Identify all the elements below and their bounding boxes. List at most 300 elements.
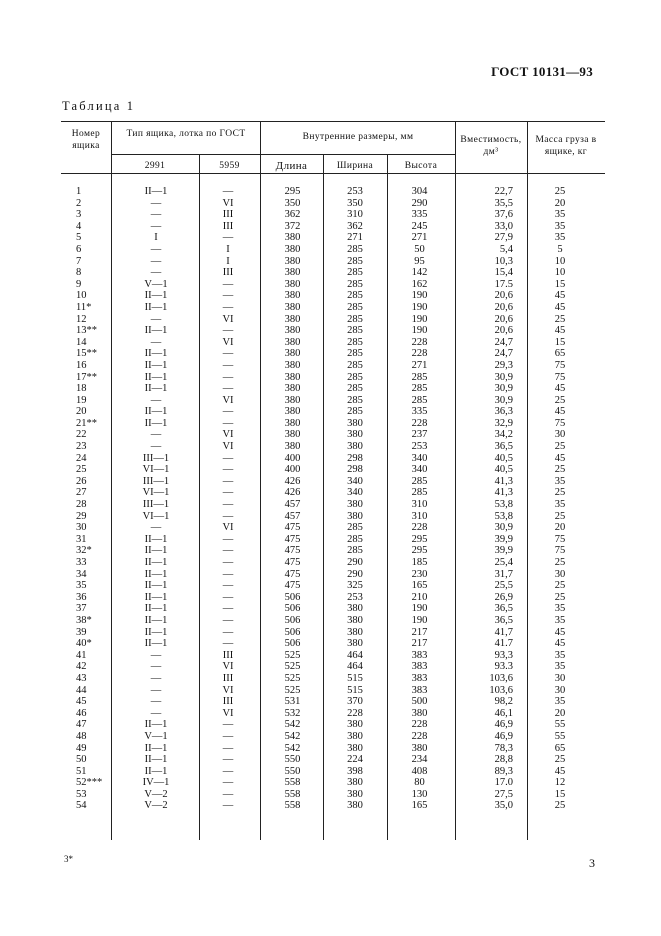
table-caption: Таблица 1 bbox=[62, 99, 136, 113]
cell-type-2991: II—1 bbox=[144, 754, 168, 766]
table-row bbox=[61, 603, 605, 615]
cell-capacity: 37,6 bbox=[494, 209, 513, 221]
cell-height: 310 bbox=[411, 510, 428, 522]
header-height: Высота bbox=[404, 161, 438, 171]
cell-length: 295 bbox=[284, 186, 301, 197]
cell-box-number: 29 bbox=[76, 510, 87, 522]
cell-length: 380 bbox=[284, 255, 301, 267]
cell-type-5959: — bbox=[222, 290, 234, 302]
cell-type-2991: — bbox=[150, 197, 162, 209]
cell-width: 398 bbox=[347, 765, 363, 777]
table-row bbox=[61, 766, 605, 778]
cell-capacity: 78,3 bbox=[494, 742, 513, 754]
cell-height: 228 bbox=[411, 417, 428, 429]
cell-width: 362 bbox=[347, 220, 363, 232]
table-row bbox=[61, 754, 605, 766]
table-row bbox=[61, 777, 605, 789]
cell-type-2991: II—1 bbox=[144, 742, 168, 754]
cell-cargo-mass: 45 bbox=[554, 290, 566, 302]
cell-type-2991: — bbox=[150, 394, 162, 406]
cell-width: 380 bbox=[347, 730, 363, 742]
cell-type-2991: V—2 bbox=[144, 800, 168, 812]
table-row bbox=[61, 429, 605, 441]
table-row bbox=[61, 337, 605, 349]
cell-capacity: 30,9 bbox=[494, 383, 513, 395]
cell-width: 380 bbox=[347, 742, 363, 754]
cell-length: 550 bbox=[284, 765, 301, 777]
cell-capacity: 93.3 bbox=[494, 661, 513, 673]
cell-capacity: 20,6 bbox=[494, 313, 513, 325]
cell-height: 190 bbox=[411, 313, 428, 325]
header-gost-2991: 2991 bbox=[144, 161, 166, 171]
cell-capacity: 46,9 bbox=[494, 730, 513, 742]
cell-height: 230 bbox=[411, 568, 428, 580]
cell-box-number: 44 bbox=[76, 684, 87, 696]
cell-capacity: 29,3 bbox=[494, 359, 513, 371]
cell-box-number: 14 bbox=[76, 336, 87, 348]
cell-type-2991: — bbox=[150, 707, 162, 719]
cell-type-5959: VI bbox=[222, 441, 234, 453]
cell-length: 475 bbox=[284, 568, 301, 580]
cell-cargo-mass: 25 bbox=[554, 313, 566, 325]
cell-cargo-mass: 75 bbox=[554, 545, 566, 557]
cell-cargo-mass: 20 bbox=[554, 707, 566, 719]
cell-capacity: 20,6 bbox=[494, 301, 513, 313]
cell-width: 285 bbox=[347, 406, 363, 418]
cell-capacity: 40,5 bbox=[494, 464, 513, 476]
table-row bbox=[61, 267, 605, 279]
cell-length: 475 bbox=[284, 522, 301, 534]
header-width: Ширина bbox=[336, 161, 374, 171]
cell-type-5959: III bbox=[222, 672, 234, 684]
cell-height: 234 bbox=[411, 754, 428, 766]
table-body bbox=[61, 186, 605, 812]
table-row bbox=[61, 592, 605, 604]
cell-type-5959: VI bbox=[222, 336, 234, 348]
table-row bbox=[61, 557, 605, 569]
table-row bbox=[61, 708, 605, 720]
cell-capacity: 103,6 bbox=[489, 672, 513, 684]
cell-cargo-mass: 45 bbox=[554, 325, 566, 337]
cell-box-number: 39 bbox=[76, 626, 87, 638]
cell-capacity: 26,9 bbox=[494, 591, 513, 603]
cell-capacity: 15,4 bbox=[494, 267, 513, 279]
cell-type-2991: — bbox=[150, 672, 162, 684]
cell-cargo-mass: 15 bbox=[554, 336, 566, 348]
cell-box-number: 18 bbox=[76, 383, 87, 395]
cell-type-2991: II—1 bbox=[144, 626, 168, 638]
cell-width: 285 bbox=[347, 313, 363, 325]
cell-capacity: 30,9 bbox=[494, 522, 513, 534]
cell-type-2991: — bbox=[150, 522, 162, 534]
cell-type-2991: — bbox=[150, 649, 162, 661]
cell-box-number: 9 bbox=[76, 278, 82, 290]
cell-type-5959: — bbox=[222, 765, 234, 777]
cell-height: 245 bbox=[411, 220, 428, 232]
cell-box-number: 19 bbox=[76, 394, 87, 406]
cell-height: 271 bbox=[411, 232, 428, 244]
cell-height: 210 bbox=[411, 591, 428, 603]
cell-capacity: 53,8 bbox=[494, 510, 513, 522]
table-row bbox=[61, 789, 605, 801]
cell-type-5959: — bbox=[222, 487, 234, 499]
cell-type-2991: IV—1 bbox=[142, 777, 170, 789]
cell-width: 350 bbox=[347, 197, 363, 209]
cell-cargo-mass: 55 bbox=[554, 730, 566, 742]
cell-type-2991: — bbox=[150, 696, 162, 708]
cell-cargo-mass: 25 bbox=[554, 591, 566, 603]
cell-type-2991: II—1 bbox=[144, 383, 168, 395]
cell-cargo-mass: 30 bbox=[554, 672, 566, 684]
cell-length: 380 bbox=[284, 313, 301, 325]
cell-height: 228 bbox=[411, 719, 428, 731]
cell-cargo-mass: 35 bbox=[554, 220, 566, 232]
cell-type-2991: VI—1 bbox=[142, 487, 170, 499]
cell-width: 380 bbox=[347, 626, 363, 638]
cell-width: 380 bbox=[347, 441, 363, 453]
cell-width: 285 bbox=[347, 348, 363, 360]
cell-height: 165 bbox=[411, 800, 428, 812]
cell-height: 130 bbox=[411, 788, 428, 800]
cell-cargo-mass: 75 bbox=[554, 371, 566, 383]
cell-cargo-mass: 20 bbox=[554, 522, 566, 534]
cell-type-2991: II—1 bbox=[144, 638, 168, 650]
cell-cargo-mass: 35 bbox=[554, 661, 566, 673]
table-row bbox=[61, 511, 605, 523]
header-capacity: Вместимость, дм³ bbox=[460, 135, 522, 157]
table-row bbox=[61, 673, 605, 685]
cell-type-2991: — bbox=[150, 441, 162, 453]
cell-type-5959: III bbox=[222, 209, 234, 221]
cell-type-2991: II—1 bbox=[144, 371, 168, 383]
cell-cargo-mass: 35 bbox=[554, 696, 566, 708]
cell-type-5959: — bbox=[222, 464, 234, 476]
cell-type-5959: VI bbox=[222, 661, 234, 673]
cell-box-number: 25 bbox=[76, 464, 87, 476]
cell-capacity: 17.0 bbox=[494, 777, 513, 789]
cell-type-5959: III bbox=[222, 696, 234, 708]
cell-box-number: 6 bbox=[76, 243, 82, 255]
table-row bbox=[61, 731, 605, 743]
table-row bbox=[61, 615, 605, 627]
cell-type-2991: II—1 bbox=[144, 290, 168, 302]
cell-length: 506 bbox=[284, 638, 301, 650]
cell-length: 542 bbox=[284, 742, 301, 754]
cell-cargo-mass: 35 bbox=[554, 603, 566, 615]
cell-type-2991: — bbox=[150, 255, 162, 267]
cell-height: 190 bbox=[411, 301, 428, 313]
cell-height: 237 bbox=[411, 429, 428, 441]
cell-box-number: 5 bbox=[76, 232, 82, 244]
cell-height: 228 bbox=[411, 522, 428, 534]
cell-capacity: 27,5 bbox=[494, 788, 513, 800]
document-code: ГОСТ 10131—93 bbox=[491, 64, 593, 79]
cell-length: 362 bbox=[284, 209, 301, 221]
cell-length: 380 bbox=[284, 290, 301, 302]
cell-box-number: 47 bbox=[76, 719, 87, 731]
cell-cargo-mass: 75 bbox=[554, 533, 566, 545]
cell-width: 253 bbox=[347, 186, 363, 197]
header-subline bbox=[111, 154, 456, 155]
cell-capacity: 46,1 bbox=[494, 707, 513, 719]
cell-capacity: 31,7 bbox=[494, 568, 513, 580]
cell-type-2991: II—1 bbox=[144, 301, 168, 313]
cell-cargo-mass: 10 bbox=[554, 267, 566, 279]
table-row bbox=[61, 580, 605, 592]
cell-type-2991: II—1 bbox=[144, 417, 168, 429]
cell-width: 253 bbox=[347, 591, 363, 603]
table-row bbox=[61, 545, 605, 557]
cell-box-number: 37 bbox=[76, 603, 87, 615]
cell-box-number: 3 bbox=[76, 209, 82, 221]
cell-width: 380 bbox=[347, 603, 363, 615]
cell-box-number: 40* bbox=[76, 638, 92, 650]
cell-type-2991: II—1 bbox=[144, 591, 168, 603]
cell-length: 380 bbox=[284, 325, 301, 337]
cell-width: 380 bbox=[347, 719, 363, 731]
cell-type-5959: III bbox=[222, 267, 234, 279]
table-row bbox=[61, 441, 605, 453]
cell-width: 285 bbox=[347, 267, 363, 279]
cell-cargo-mass: 35 bbox=[554, 209, 566, 221]
cell-type-2991: II—1 bbox=[144, 614, 168, 626]
cell-type-5959: — bbox=[222, 452, 234, 464]
cell-type-2991: II—1 bbox=[144, 359, 168, 371]
cell-box-number: 26 bbox=[76, 475, 87, 487]
table-row bbox=[61, 325, 605, 337]
table-row bbox=[61, 696, 605, 708]
cell-type-2991: — bbox=[150, 661, 162, 673]
table-row bbox=[61, 800, 605, 812]
cell-cargo-mass: 25 bbox=[554, 580, 566, 592]
cell-cargo-mass: 25 bbox=[554, 186, 566, 197]
cell-height: 383 bbox=[411, 672, 428, 684]
cell-cargo-mass: 45 bbox=[554, 626, 566, 638]
cell-type-2991: III—1 bbox=[142, 475, 170, 487]
cell-width: 285 bbox=[347, 336, 363, 348]
cell-width: 515 bbox=[347, 684, 363, 696]
cell-length: 542 bbox=[284, 719, 301, 731]
cell-width: 285 bbox=[347, 359, 363, 371]
cell-cargo-mass: 45 bbox=[554, 406, 566, 418]
cell-width: 285 bbox=[347, 371, 363, 383]
cell-height: 290 bbox=[411, 197, 428, 209]
table-row bbox=[61, 627, 605, 639]
cell-capacity: 41,7 bbox=[494, 626, 513, 638]
cell-type-2991: VI—1 bbox=[142, 464, 170, 476]
cell-box-number: 11* bbox=[76, 301, 92, 313]
cell-type-5959: — bbox=[222, 800, 234, 812]
cell-capacity: 24,7 bbox=[494, 336, 513, 348]
cell-width: 285 bbox=[347, 243, 363, 255]
cell-box-number: 49 bbox=[76, 742, 87, 754]
cell-type-2991: — bbox=[150, 220, 162, 232]
cell-length: 506 bbox=[284, 591, 301, 603]
cell-box-number: 20 bbox=[76, 406, 87, 418]
table-row bbox=[61, 476, 605, 488]
cell-type-5959: — bbox=[222, 417, 234, 429]
cell-cargo-mass: 10 bbox=[554, 255, 566, 267]
cell-cargo-mass: 25 bbox=[554, 800, 566, 812]
cell-cargo-mass: 45 bbox=[554, 301, 566, 313]
cell-type-2991: — bbox=[150, 313, 162, 325]
cell-box-number: 32* bbox=[76, 545, 92, 557]
cell-capacity: 32,9 bbox=[494, 417, 513, 429]
cell-type-2991: II—1 bbox=[144, 557, 168, 568]
cell-width: 298 bbox=[347, 452, 363, 464]
cell-box-number: 12 bbox=[76, 313, 87, 325]
cell-type-5959: — bbox=[222, 348, 234, 360]
table-row bbox=[61, 406, 605, 418]
cell-cargo-mass: 12 bbox=[554, 777, 566, 789]
cell-height: 285 bbox=[411, 383, 428, 395]
table-row bbox=[61, 719, 605, 731]
cell-length: 525 bbox=[284, 684, 301, 696]
cell-length: 380 bbox=[284, 417, 301, 429]
cell-cargo-mass: 35 bbox=[554, 614, 566, 626]
cell-cargo-mass: 25 bbox=[554, 510, 566, 522]
cell-type-2991: — bbox=[150, 336, 162, 348]
cell-width: 298 bbox=[347, 464, 363, 476]
cell-type-5959: — bbox=[222, 533, 234, 545]
cell-cargo-mass: 30 bbox=[554, 429, 566, 441]
cell-cargo-mass: 25 bbox=[554, 464, 566, 476]
cell-box-number: 10 bbox=[76, 290, 87, 302]
cell-type-2991: II—1 bbox=[144, 719, 168, 731]
cell-cargo-mass: 65 bbox=[554, 742, 566, 754]
cell-capacity: 36,5 bbox=[494, 614, 513, 626]
cell-capacity: 36,5 bbox=[494, 441, 513, 453]
cell-capacity: 35,5 bbox=[494, 197, 513, 209]
cell-cargo-mass: 25 bbox=[554, 394, 566, 406]
cell-height: 185 bbox=[411, 557, 428, 568]
cell-length: 506 bbox=[284, 603, 301, 615]
cell-box-number: 53 bbox=[76, 788, 87, 800]
table-row bbox=[61, 685, 605, 697]
cell-box-number: 45 bbox=[76, 696, 87, 708]
cell-capacity: 10,3 bbox=[494, 255, 513, 267]
cell-length: 380 bbox=[284, 383, 301, 395]
cell-capacity: 35,0 bbox=[494, 800, 513, 812]
cell-height: 228 bbox=[411, 730, 428, 742]
cell-type-2991: V—1 bbox=[144, 730, 168, 742]
cell-box-number: 42 bbox=[76, 661, 87, 673]
cell-type-2991: II—1 bbox=[144, 325, 168, 337]
table-row bbox=[61, 453, 605, 465]
cell-width: 285 bbox=[347, 278, 363, 290]
cell-height: 340 bbox=[411, 464, 428, 476]
cell-height: 142 bbox=[411, 267, 428, 279]
cell-capacity: 103,6 bbox=[489, 684, 513, 696]
cell-type-2991: II—1 bbox=[144, 406, 168, 418]
cell-height: 190 bbox=[411, 603, 428, 615]
cell-capacity: 25,4 bbox=[494, 557, 513, 568]
cell-capacity: 36,3 bbox=[494, 406, 513, 418]
cell-cargo-mass: 75 bbox=[554, 417, 566, 429]
cell-width: 380 bbox=[347, 614, 363, 626]
cell-capacity: 36,5 bbox=[494, 603, 513, 615]
cell-capacity: 34,2 bbox=[494, 429, 513, 441]
cell-cargo-mass: 35 bbox=[554, 649, 566, 661]
cell-cargo-mass: 5 bbox=[557, 243, 563, 255]
cell-width: 285 bbox=[347, 545, 363, 557]
header-divider bbox=[527, 122, 528, 173]
cell-length: 558 bbox=[284, 777, 301, 789]
cell-box-number: 28 bbox=[76, 499, 87, 511]
cell-type-5959: — bbox=[222, 626, 234, 638]
footnote-mark: 3* bbox=[64, 854, 73, 864]
cell-type-5959: — bbox=[222, 568, 234, 580]
cell-box-number: 23 bbox=[76, 441, 87, 453]
cell-height: 80 bbox=[414, 777, 425, 789]
cell-type-5959: VI bbox=[222, 394, 234, 406]
cell-box-number: 52*** bbox=[76, 777, 103, 789]
table-row bbox=[61, 256, 605, 268]
cell-height: 285 bbox=[411, 475, 428, 487]
cell-capacity: 20,6 bbox=[494, 290, 513, 302]
cell-height: 95 bbox=[414, 255, 425, 267]
cell-capacity: 30,9 bbox=[494, 371, 513, 383]
cell-type-5959: — bbox=[222, 232, 234, 244]
cell-type-5959: — bbox=[222, 788, 234, 800]
cell-type-2991: — bbox=[150, 429, 162, 441]
cell-height: 310 bbox=[411, 499, 428, 511]
cell-length: 457 bbox=[284, 499, 301, 511]
cell-length: 426 bbox=[284, 487, 301, 499]
cell-capacity: 93,3 bbox=[494, 649, 513, 661]
cell-capacity: 41,3 bbox=[494, 475, 513, 487]
cell-width: 285 bbox=[347, 394, 363, 406]
cell-width: 285 bbox=[347, 325, 363, 337]
cell-width: 380 bbox=[347, 638, 363, 650]
cell-box-number: 17** bbox=[76, 371, 97, 383]
cell-height: 304 bbox=[411, 186, 428, 197]
cell-height: 408 bbox=[411, 765, 428, 777]
cell-cargo-mass: 35 bbox=[554, 499, 566, 511]
cell-type-5959: I bbox=[226, 243, 230, 255]
cell-cargo-mass: 30 bbox=[554, 568, 566, 580]
cell-height: 383 bbox=[411, 649, 428, 661]
cell-type-2991: II—1 bbox=[144, 580, 168, 592]
cell-length: 525 bbox=[284, 649, 301, 661]
cell-cargo-mass: 35 bbox=[554, 232, 566, 244]
cell-capacity: 39,9 bbox=[494, 545, 513, 557]
table-row bbox=[61, 314, 605, 326]
cell-width: 290 bbox=[347, 557, 363, 568]
cell-cargo-mass: 25 bbox=[554, 754, 566, 766]
cell-length: 380 bbox=[284, 429, 301, 441]
table-row bbox=[61, 279, 605, 291]
table-row bbox=[61, 418, 605, 430]
cell-length: 380 bbox=[284, 359, 301, 371]
cell-length: 400 bbox=[284, 464, 301, 476]
cell-type-2991: V—2 bbox=[144, 788, 168, 800]
cell-box-number: 2 bbox=[76, 197, 82, 209]
cell-type-2991: VI—1 bbox=[142, 510, 170, 522]
cell-type-5959: III bbox=[222, 220, 234, 232]
cell-length: 380 bbox=[284, 348, 301, 360]
header-length: Длина bbox=[275, 160, 308, 172]
cell-box-number: 22 bbox=[76, 429, 87, 441]
cell-type-5959: III bbox=[222, 649, 234, 661]
cell-type-2991: III—1 bbox=[142, 499, 170, 511]
cell-box-number: 36 bbox=[76, 591, 87, 603]
cell-type-2991: III—1 bbox=[142, 452, 170, 464]
cell-height: 190 bbox=[411, 290, 428, 302]
cell-capacity: 40,5 bbox=[494, 452, 513, 464]
cell-length: 350 bbox=[284, 197, 301, 209]
cell-capacity: 5,4 bbox=[499, 243, 513, 255]
